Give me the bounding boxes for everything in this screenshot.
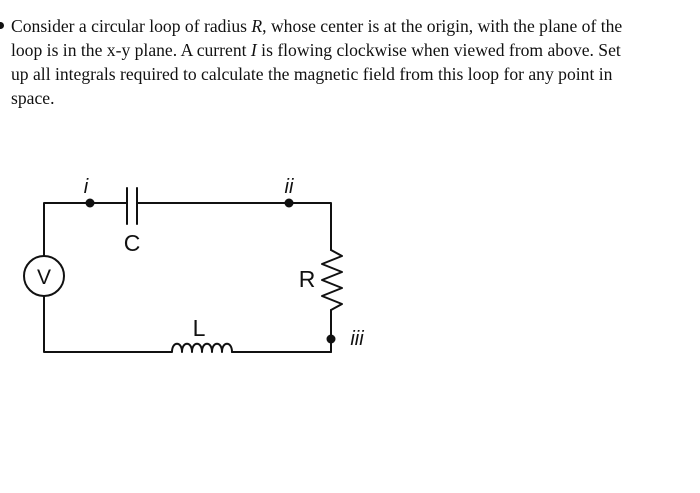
bullet-marker bbox=[0, 22, 4, 29]
circuit-diagram bbox=[0, 160, 420, 380]
current-symbol: I bbox=[250, 40, 257, 60]
inductor-coil bbox=[166, 344, 232, 352]
node-ii-dot bbox=[285, 199, 294, 208]
wire-top-left bbox=[44, 203, 127, 256]
problem-line-3: up all integrals required to calculate the magnetic field from this loop for any point in bbox=[11, 64, 613, 84]
node-iii-dot bbox=[327, 335, 336, 344]
problem-line-2: loop is in the x-y plane. A current I is flowing clockwise when viewed from above. Set bbox=[11, 40, 621, 60]
node-label-i: i bbox=[83, 176, 89, 198]
problem-text bbox=[11, 14, 696, 110]
radius-symbol: R bbox=[251, 16, 263, 36]
node-label-iii: iii bbox=[350, 328, 364, 350]
wire-top-right bbox=[137, 203, 331, 250]
resistor-zigzag bbox=[322, 250, 342, 310]
resistor-label: R bbox=[298, 266, 316, 292]
problem-line-4: space. bbox=[11, 88, 55, 108]
node-label-ii: ii bbox=[284, 176, 294, 198]
inductor-label: L bbox=[192, 315, 206, 341]
node-i-dot bbox=[86, 199, 95, 208]
problem-line-1: Consider a circular loop of radius R, whose center is at the origin, with the plane of the bbox=[11, 16, 623, 36]
voltage-source-label: V bbox=[36, 266, 52, 289]
capacitor-label: C bbox=[123, 230, 141, 256]
wire-bottom-left bbox=[44, 296, 166, 352]
